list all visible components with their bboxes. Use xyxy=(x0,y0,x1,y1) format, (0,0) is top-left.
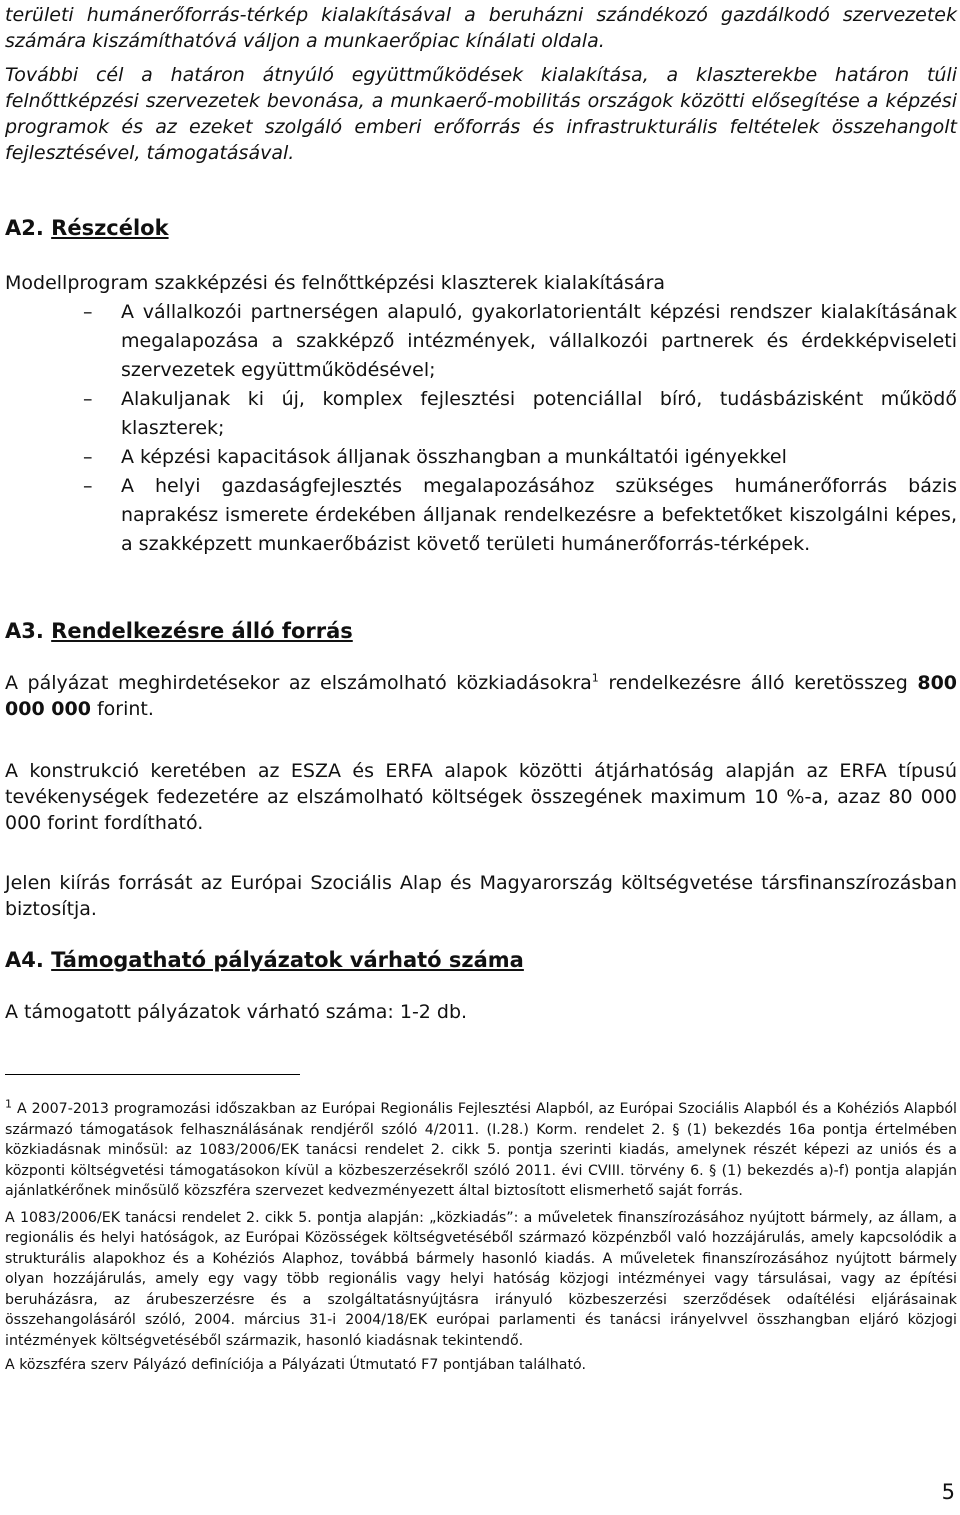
footnote-marker: 1 xyxy=(5,1097,12,1111)
section-a2-body xyxy=(5,270,957,559)
section-a3-paragraph-3 xyxy=(5,870,957,922)
list-item xyxy=(5,385,957,443)
budget-amount: 800 000 000 xyxy=(5,672,958,720)
dash-marker: – xyxy=(83,446,93,468)
section-a3-number: A3. xyxy=(5,619,44,643)
intro-paragraph-2: További cél a határon átnyúló együttműködések kialakítása, a klaszterekbe határon túli felnőttképzési szervezetek bevonása, a munkaerő-mobilitás országok közötti elősegítése a képzési programok és az ezeket szolgáló emberi erőforrás és infrastrukturális feltételek összehangolt fejlesztésével, támogatásával. xyxy=(5,64,957,164)
footnotes xyxy=(5,1099,957,1376)
footnote-3: A közszféra szerv Pályázó definíciója a Pályázati Útmutató F7 pontjában található. xyxy=(5,1357,586,1373)
section-a3-paragraph-1 xyxy=(5,670,957,722)
footnote-1 xyxy=(5,1099,957,1202)
footnote-divider xyxy=(5,1074,300,1075)
section-a2-heading xyxy=(5,214,957,242)
section-a3-heading xyxy=(5,617,957,645)
section-a4 xyxy=(5,946,957,974)
footnote-reference[interactable]: 1 xyxy=(591,671,599,685)
list-item xyxy=(5,472,957,559)
page-number: 5 xyxy=(941,1480,955,1504)
footnote-1-text: A 2007-2013 programozási időszakban az Európai Regionális Fejlesztési Alapból, az Európai Szociális Alapból és a Kohéziós Alapból származó támogatások felhasználásának rendjéről szóló 4/2011. (I.28.) Korm. rendelet 2. § (1) bekezdés 16a pontja értelmében közkiadásnak minősül: az 1083/2006/EK tanácsi rendelet 2. cikk 5. pontja szerinti kiadás, amelynek részét képezi az uniós és a központi költségvetési támogatásokon kívül a közbeszerzésekről szóló 2011. évi CVIII. törvény 6. § (1) bekezdés a)-f) pontja alapján ajánlatkérőnek minősülő közszféra szervezet kedvezményezett által biztosított elismerhető saját forrás. xyxy=(5,1101,957,1199)
list-item-text: Alakuljanak ki új, komplex fejlesztési potenciállal bíró, tudásbázisként működő klaszterek; xyxy=(121,388,957,439)
list-item xyxy=(5,443,957,472)
intro-paragraph-1: területi humánerőforrás-térkép kialakításával a beruházni szándékozó gazdálkodó szervezetek számára kiszámíthatóvá váljon a munkaerőpiac kínálati oldala. xyxy=(5,4,957,52)
section-a3 xyxy=(5,617,957,645)
section-a4-title: Támogatható pályázatok várható száma xyxy=(51,948,524,972)
intro-section xyxy=(5,2,957,166)
section-a4-heading xyxy=(5,946,957,974)
section-a3-title: Rendelkezésre álló forrás xyxy=(51,619,353,643)
expected-count-paragraph: A támogatott pályázatok várható száma: 1-2 db. xyxy=(5,1001,468,1023)
section-a3-paragraph-2 xyxy=(5,758,957,836)
list-item xyxy=(5,298,957,385)
section-a4-number: A4. xyxy=(5,948,44,972)
goals-list xyxy=(5,298,957,559)
section-a2-number: A2. xyxy=(5,216,44,240)
budget-text-end: forint. xyxy=(90,698,154,720)
cofinancing-paragraph: Jelen kiírás forrását az Európai Szociális Alap és Magyarország költségvetése társfinanszírozásban biztosítja. xyxy=(5,872,957,920)
section-a4-body xyxy=(5,999,957,1025)
section-a2 xyxy=(5,214,957,242)
list-item-text: A képzési kapacitások álljanak összhangban a munkáltatói igényekkel xyxy=(121,446,787,468)
section-a2-title: Részcélok xyxy=(51,216,169,240)
dash-marker: – xyxy=(83,475,93,497)
dash-marker: – xyxy=(83,388,93,410)
dash-marker: – xyxy=(83,301,93,323)
esza-erfa-paragraph: A konstrukció keretében az ESZA és ERFA alapok közötti átjárhatóság alapján az ERFA típusú tevékenységek fedezetére az elszámolható költségek összegének maximum 10 %-a, azaz 80 000 000 forint fordítható. xyxy=(5,760,957,834)
budget-paragraph xyxy=(5,670,957,722)
list-item-text: A vállalkozói partnerségen alapuló, gyakorlatorientált képzési rendszer kialakításának megalapozása a szakképző intézmények, vállalkozói partnerek és érdekképviseleti szervezetek együttműködésével; xyxy=(121,301,957,381)
budget-text-middle: rendelkezésre álló keretösszeg xyxy=(598,672,918,694)
list-item-text: A helyi gazdaságfejlesztés megalapozásához szükséges humánerőforrás bázis naprakész ismerete érdekében álljanak rendelkezésre a befektetőket kiszolgálni képes, a szakképzett munkaerőbázist követő területi humánerőforrás-térképek. xyxy=(121,475,957,555)
section-a2-lead: Modellprogram szakképzési és felnőttképzési klaszterek kialakítására xyxy=(5,272,666,294)
footnote-2: A 1083/2006/EK tanácsi rendelet 2. cikk 5. pontja alapján: „közkiadás”: a műveletek finanszírozásához nyújtott bármely, az állam, a regionális és helyi hatóságok, az Európai Közösségek költségvetéséből származó közpénzből való hozzájárulás, amely kapcsolódik a strukturális alapokhoz és a Kohéziós Alaphoz, továbbá bármely hasonló kiadás. A műveletek finanszírozásához nyújtott bármely olyan hozzájárulás, amely egy vagy több regionális vagy helyi hatóság közjogi intézményei vagy társulásai, vagy az építési beruházásra, az árubeszerzésre és a szolgáltatásnyújtásra irányuló közbeszerzési szerződések odaítélési eljárásainak összehangolásáról szóló, 2004. március 31-i 2004/18/EK európai parlamenti és tanácsi irányelvvel összhangban eljáró közjogi intézmények költségvetéséből származik, hasonló kiadásnak tekintendő. xyxy=(5,1209,957,1349)
budget-text-start: A pályázat meghirdetésekor az elszámolható közkiadásokra xyxy=(5,672,592,694)
